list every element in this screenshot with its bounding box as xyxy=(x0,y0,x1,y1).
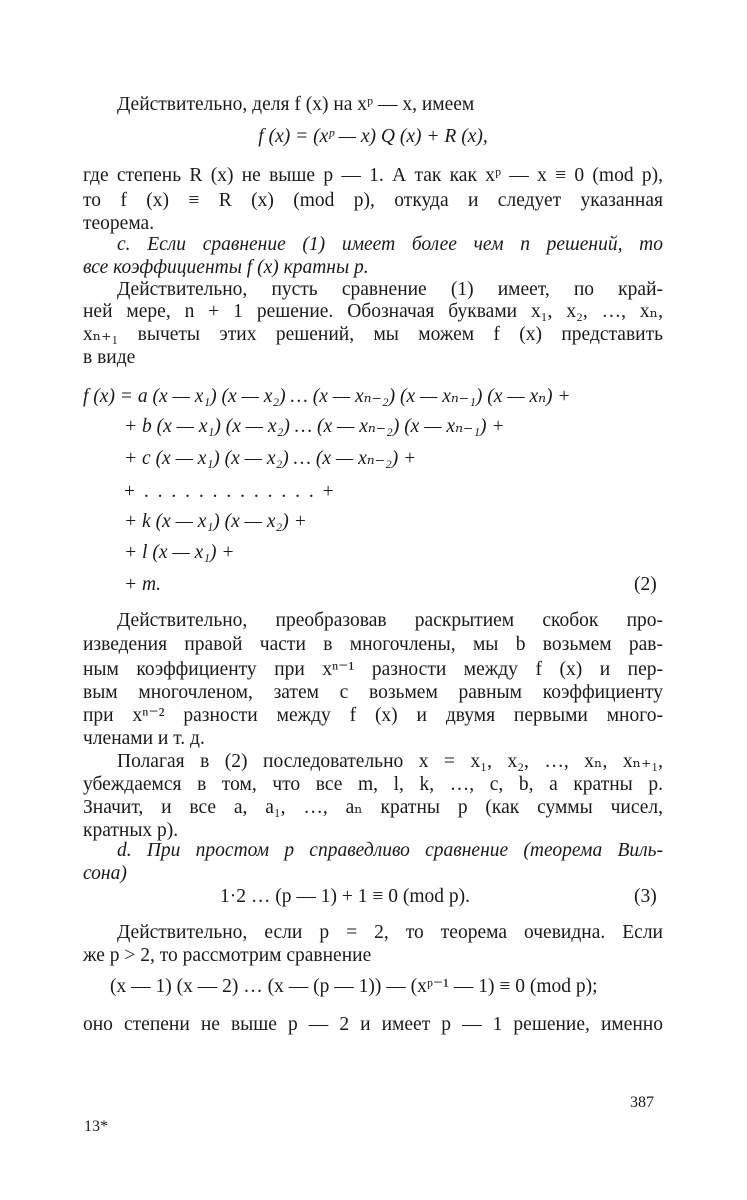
paragraph-1-line-1: где степень R (x) не выше p — 1. А так как xᵖ — x ≡ 0 (mod p), xyxy=(83,165,663,186)
formula-2-row-7: + m. xyxy=(124,574,161,595)
formula-wilson: 1·2 … (p — 1) + 1 ≡ 0 (mod p). xyxy=(220,886,471,907)
formula-2-row-1: f (x) = a (x — x₁) (x — x₂) … (x — xₙ₋₂) (x — xₙ₋₁) (x — xₙ) + xyxy=(83,386,571,407)
paragraph-1-line-2: то f (x) ≡ R (x) (mod p), откуда и следует указанная xyxy=(83,190,663,211)
paragraph-4-line-1: Полагая в (2) последовательно x = x₁, x₂, …, xₙ, xₙ₊₁, xyxy=(117,751,663,772)
paragraph-5-line-3: оно степени не выше p — 2 и имеет p — 1 решение, именно xyxy=(83,1014,663,1035)
paragraph-3-line-5: при xⁿ⁻² разности между f (x) и двумя первыми много- xyxy=(83,705,663,726)
formula-division: f (x) = (xᵖ — x) Q (x) + R (x), xyxy=(258,126,488,147)
paragraph-3-line-6: членами и т. д. xyxy=(83,728,205,749)
paragraph-2-line-1: Действительно, пусть сравнение (1) имеет, по край- xyxy=(117,279,663,300)
paragraph-3-line-4: вым многочленом, затем c возьмем равным коэффициенту xyxy=(83,682,663,703)
signature-mark: 13* xyxy=(84,1118,108,1135)
formula-2-row-6: + l (x — x₁) + xyxy=(124,542,235,563)
paragraph-2-line-3: xₙ₊₁ вычеты этих решений, мы можем f (x) представить xyxy=(83,324,663,345)
page-number: 387 xyxy=(630,1094,654,1111)
statement-c-line-2: все коэффициенты f (x) кратны p. xyxy=(83,257,369,278)
paragraph-5-line-1: Действительно, если p = 2, то теорема очевидна. Если xyxy=(117,922,663,943)
formula-2-row-4: + . . . . . . . . . . . . . + xyxy=(124,481,336,502)
paragraph-1-line-3: теорема. xyxy=(83,213,155,234)
paragraph-5-line-2: же p > 2, то рассмотрим сравнение xyxy=(83,945,372,966)
paragraph-3-line-3: ным коэффициенту при xⁿ⁻¹ разности между f (x) и пер- xyxy=(83,659,663,680)
formula-2-row-2: + b (x — x₁) (x — x₂) … (x — xₙ₋₂) (x — xₙ₋₁) + xyxy=(124,416,505,437)
paragraph-4-line-2: убеждаемся в том, что все m, l, k, …, c, b, a кратны p. xyxy=(83,774,663,795)
formula-2-row-3: + c (x — x₁) (x — x₂) … (x — xₙ₋₂) + xyxy=(124,448,417,469)
equation-number-2: (2) xyxy=(634,574,657,595)
paragraph-3-line-2: изведения правой части в многочлены, мы b возьмем рав- xyxy=(83,634,663,655)
formula-2-row-5: + k (x — x₁) (x — x₂) + xyxy=(124,511,307,532)
paragraph-1-intro: Действительно, деля f (x) на xᵖ — x, имеем xyxy=(117,94,475,115)
statement-d-line-2: сона) xyxy=(83,863,127,884)
paragraph-4-line-3: Значит, и все a, a₁, …, aₙ кратны p (как суммы чисел, xyxy=(83,797,663,818)
formula-comparison: (x — 1) (x — 2) … (x — (p — 1)) — (xᵖ⁻¹ — 1) ≡ 0 (mod p); xyxy=(110,976,598,997)
paragraph-4-line-4: кратных p). xyxy=(83,820,179,841)
statement-d-line-1: d. При простом p справедливо сравнение (теорема Виль- xyxy=(117,840,663,861)
equation-number-3: (3) xyxy=(634,886,657,907)
statement-c-line-1: c. Если сравнение (1) имеет более чем n решений, то xyxy=(117,234,663,255)
paragraph-2-line-4: в виде xyxy=(83,347,136,368)
paragraph-2-line-2: ней мере, n + 1 решение. Обозначая буквами x₁, x₂, …, xₙ, xyxy=(83,301,663,322)
paragraph-3-line-1: Действительно, преобразовав раскрытием скобок про- xyxy=(117,610,663,631)
